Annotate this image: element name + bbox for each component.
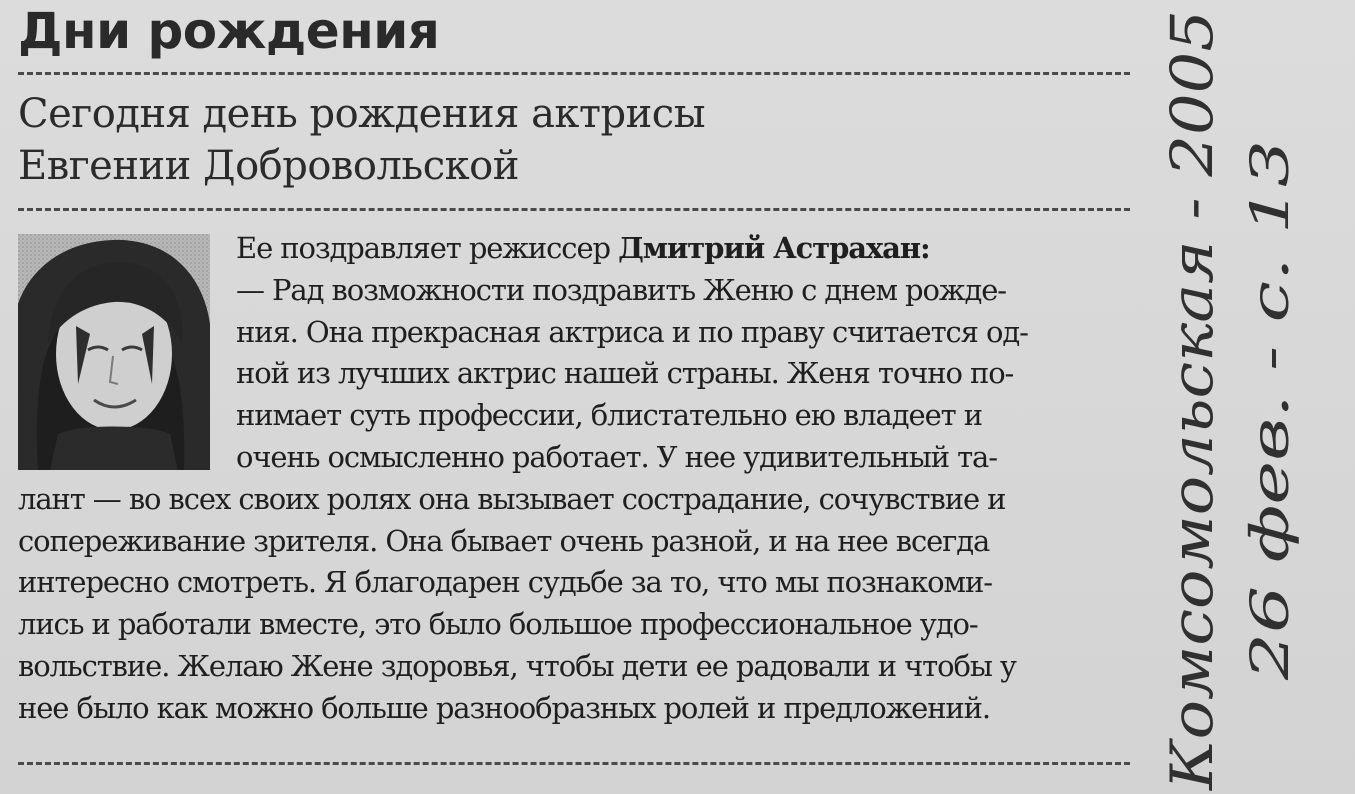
body-line: — Рад возможности поздравить Женю с днем рожде- <box>236 272 1006 307</box>
body-line: нее было как можно больше разнообразных ролей и предложений. <box>18 690 991 725</box>
body-line: ной из лучших актрис нашей страны. Женя точно по- <box>236 356 1014 391</box>
dashed-divider-middle <box>18 208 1130 211</box>
section-rubric: Дни рождения <box>18 2 440 60</box>
body-line: сопереживание зрителя. Она бывает очень разной, и на нее всегда <box>18 523 990 558</box>
body-line: лант — во всех своих ролях она вызывает сострадание, сочувствие и <box>18 481 1006 516</box>
author-name: Дмитрий Астрахан: <box>618 231 930 265</box>
body-line: интересно смотреть. Я благодарен судьбе за то, что мы познакоми- <box>18 565 992 600</box>
headline-line-2: Евгении Добровольской <box>18 143 519 189</box>
handwritten-note-line-2: 26 фев. - с. 13 <box>1241 300 1301 680</box>
handwritten-note-line-1: Комсомольская - 2005 <box>1158 99 1226 790</box>
headline-line-1: Сегодня день рождения актрисы <box>18 91 706 137</box>
body-line: лись и работали вместе, это было большое профессиональное удо- <box>18 607 978 642</box>
intro-line <box>18 228 1118 270</box>
body-line: ния. Она прекрасная актриса и по праву считается од- <box>236 314 1028 349</box>
body-line: нимает суть профессии, блистательно ею владеет и <box>236 398 982 433</box>
dashed-divider-top <box>18 72 1130 75</box>
dashed-divider-bottom <box>18 762 1130 765</box>
headline <box>18 88 705 192</box>
handwritten-note <box>1150 0 1355 794</box>
article-body <box>18 228 1118 730</box>
body-line: очень осмысленно работает. У нее удивительный та- <box>236 439 997 474</box>
body-line: вольствие. Желаю Жене здоровья, чтобы дети ее радовали и чтобы у <box>18 648 1016 683</box>
intro-lead: Ее поздравляет режиссер <box>236 231 619 265</box>
